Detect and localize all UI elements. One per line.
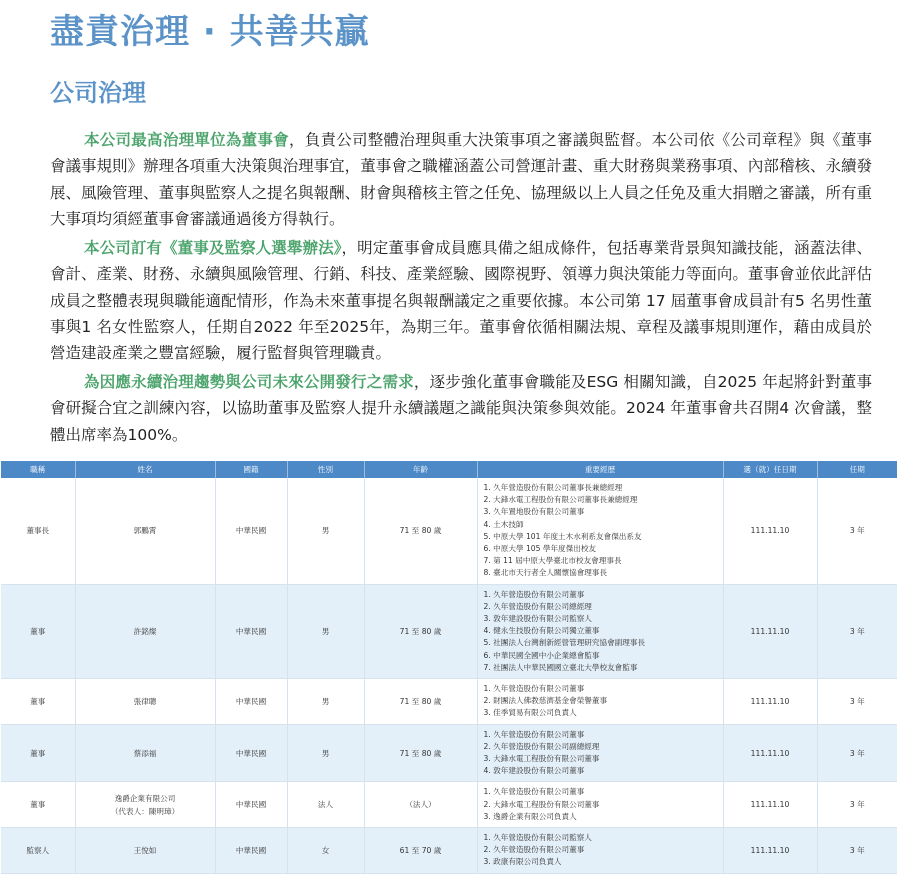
header-term: 任期: [817, 461, 897, 478]
experience-item: 1. 久年營造股份有限公司董事長兼總經理: [483, 483, 623, 492]
cell-name: [75, 478, 215, 584]
table-row: [1, 478, 897, 584]
cell-title: 董事: [1, 724, 75, 782]
cell-age: 71 至 80 歲: [364, 478, 477, 584]
table-header-row: [1, 461, 897, 478]
cell-gender: 男: [287, 724, 364, 782]
cell-nationality: 中華民國: [215, 478, 287, 584]
experience-item: 7. 第 11 屆中原大學臺北市校友會理事長: [483, 556, 622, 566]
table-row: [1, 679, 897, 725]
cell-experience: [477, 584, 723, 678]
cell-experience: [477, 782, 723, 828]
board-members-table: [1, 461, 897, 874]
experience-item: 1. 久年營造股份有限公司董事: [483, 729, 585, 739]
cell-name: [75, 782, 215, 828]
table-row: [1, 828, 897, 874]
cell-experience: [477, 828, 723, 874]
cell-title: 監察人: [1, 828, 75, 874]
cell-term: 3 年: [817, 724, 897, 782]
name-line: 許銘燦: [133, 626, 157, 636]
table-row: [1, 724, 897, 782]
cell-age: （法人）: [364, 782, 477, 828]
experience-item: 6. 中原大學 105 學年度傑出校友: [483, 544, 597, 554]
paragraph-election-rules: [50, 235, 872, 366]
header-name: 姓名: [75, 461, 215, 478]
experience-item: 3. 政康有限公司負責人: [483, 857, 562, 867]
experience-item: 1. 久年營造股份有限公司監察人: [483, 833, 592, 843]
experience-item: 2. 大鋒水電工程股份有限公司董事長兼總經理: [483, 495, 638, 505]
paragraph-body: ，逐步強化董事會職能及ESG 相關知識，自2025 年起將針對董事會研擬合宜之訓練內容，以協助董事及監察人提升永續議題之識能與決策參與效能。2024 年董事會共召開4 次會議，整體出席率為100%。: [50, 373, 872, 444]
cell-date: 111.11.10: [723, 782, 817, 828]
experience-item: 5. 社團法人台灣創新經營管理研究協會副理事長: [483, 638, 646, 648]
name-line: 蔡添福: [133, 748, 157, 758]
experience-item: 4. 土木技師: [483, 519, 524, 529]
experience-item: 3. 逸爵企業有限公司負責人: [483, 811, 577, 821]
cell-gender: 男: [287, 584, 364, 678]
experience-item: 1. 久年營造股份有限公司董事: [483, 589, 585, 599]
table-row: [1, 782, 897, 828]
experience-item: 7. 社團法人中華民國國立臺北大學校友會監事: [483, 662, 638, 672]
cell-title: 董事: [1, 679, 75, 725]
cell-gender: 女: [287, 828, 364, 874]
cell-name: [75, 679, 215, 725]
name-line: 王悅如: [133, 845, 157, 855]
table-row: [1, 584, 897, 678]
header-date: 選（就）任日期: [723, 461, 817, 478]
cell-title: 董事: [1, 584, 75, 678]
cell-gender: 男: [287, 679, 364, 725]
cell-gender: 法人: [287, 782, 364, 828]
cell-title: 董事長: [1, 478, 75, 584]
paragraph-lead: 為因應永續治理趨勢與公司未來公開發行之需求: [84, 373, 414, 391]
name-line: （代表人：陳明璋）: [110, 806, 180, 816]
experience-item: 3. 大鋒水電工程股份有限公司董事: [483, 754, 600, 764]
cell-nationality: 中華民國: [215, 679, 287, 725]
header-age: 年齡: [364, 461, 477, 478]
experience-item: 8. 臺北市天行者全人關懷協會理事長: [483, 568, 608, 578]
cell-age: 71 至 80 歲: [364, 679, 477, 725]
experience-item: 3. 佳季貿易有限公司負責人: [483, 708, 577, 718]
name-line: 張律聰: [133, 696, 157, 706]
cell-date: 111.11.10: [723, 478, 817, 584]
cell-term: 3 年: [817, 584, 897, 678]
name-line: 郭鵬霄: [133, 526, 157, 536]
experience-item: 3. 敦年建設股份有限公司監察人: [483, 614, 592, 624]
cell-title: 董事: [1, 782, 75, 828]
paragraph-governance-unit: [50, 127, 872, 232]
cell-term: 3 年: [817, 679, 897, 725]
cell-nationality: 中華民國: [215, 584, 287, 678]
paragraph-sustainability-training: [50, 369, 872, 448]
cell-term: 3 年: [817, 782, 897, 828]
experience-item: 2. 大鋒水電工程股份有限公司董事: [483, 799, 600, 809]
paragraph-lead: 本公司最高治理單位為董事會: [84, 131, 289, 149]
experience-item: 4. 敦年建設股份有限公司董事: [483, 766, 585, 776]
cell-age: 71 至 80 歲: [364, 724, 477, 782]
cell-date: 111.11.10: [723, 828, 817, 874]
cell-age: 71 至 80 歲: [364, 584, 477, 678]
cell-gender: 男: [287, 478, 364, 584]
header-experience: 重要經歷: [477, 461, 723, 478]
cell-nationality: 中華民國: [215, 724, 287, 782]
paragraph-body: ，明定董事會成員應具備之組成條件，包括專業背景與知識技能，涵蓋法律、會計、產業、財務、永續與風險管理、行銷、科技、產業經驗、國際視野、領導力與決策能力等面向。董事會並依此評估成員之整體表現與職能適配情形，作為未來董事提名與報酬議定之重要依據。本公司第 17 屆董事會成員計有5 名男性董事與1 名女性監察人，任期自2022 年至2025年，為期三年。董事會依循相關法規、章程及議事規則運作，藉由成員於營造建設產業之豐富經驗，履行監督與管理職責。: [50, 239, 872, 363]
cell-date: 111.11.10: [723, 584, 817, 678]
experience-item: 5. 中原大學 101 年度土木水利系友會傑出系友: [483, 531, 642, 541]
section-title: 公司治理: [50, 79, 146, 107]
experience-item: 2. 久年營造股份有限公司副總經理: [483, 741, 600, 751]
experience-item: 2. 久年營造股份有限公司董事: [483, 845, 585, 855]
paragraph-lead: 本公司訂有《董事及監察人選舉辦法》: [84, 239, 342, 257]
experience-item: 4. 健永生技股份有限公司獨立董事: [483, 626, 600, 636]
cell-experience: [477, 679, 723, 725]
cell-experience: [477, 478, 723, 584]
cell-name: [75, 584, 215, 678]
name-line: 逸爵企業有限公司: [114, 793, 176, 803]
experience-item: 6. 中華民國全國中小企業總會監事: [483, 650, 600, 660]
experience-item: 2. 久年營造股份有限公司總經理: [483, 601, 592, 611]
cell-term: 3 年: [817, 828, 897, 874]
experience-item: 1. 久年營造股份有限公司董事: [483, 787, 585, 797]
paragraph-body: ，負責公司整體治理與重大決策事項之審議與監督。本公司依《公司章程》與《董事會議事規則》辦理各項重大決策與治理事宜，董事會之職權涵蓋公司營運計畫、重大財務與業務事項、內部稽核、永續發展、風險管理、董事與監察人之提名與報酬、財會與稽核主管之任免、協理級以上人員之任免及重大捐贈之審議，所有重大事項均須經董事會審議通過後方得執行。: [50, 131, 872, 228]
experience-item: 2. 財團法人佛教慈濟基金會榮譽董事: [483, 696, 608, 706]
cell-date: 111.11.10: [723, 724, 817, 782]
cell-date: 111.11.10: [723, 679, 817, 725]
experience-item: 1. 久年營造股份有限公司董事: [483, 684, 585, 694]
header-title: 職稱: [1, 461, 75, 478]
table-body: [1, 478, 897, 873]
cell-nationality: 中華民國: [215, 782, 287, 828]
experience-item: 3. 久年置地股份有限公司董事: [483, 507, 585, 517]
header-gender: 性別: [287, 461, 364, 478]
cell-age: 61 至 70 歲: [364, 828, 477, 874]
cell-name: [75, 828, 215, 874]
page-title: 盡責治理 · 共善共贏: [50, 12, 370, 52]
cell-nationality: 中華民國: [215, 828, 287, 874]
cell-term: 3 年: [817, 478, 897, 584]
header-nationality: 國籍: [215, 461, 287, 478]
cell-name: [75, 724, 215, 782]
cell-experience: [477, 724, 723, 782]
